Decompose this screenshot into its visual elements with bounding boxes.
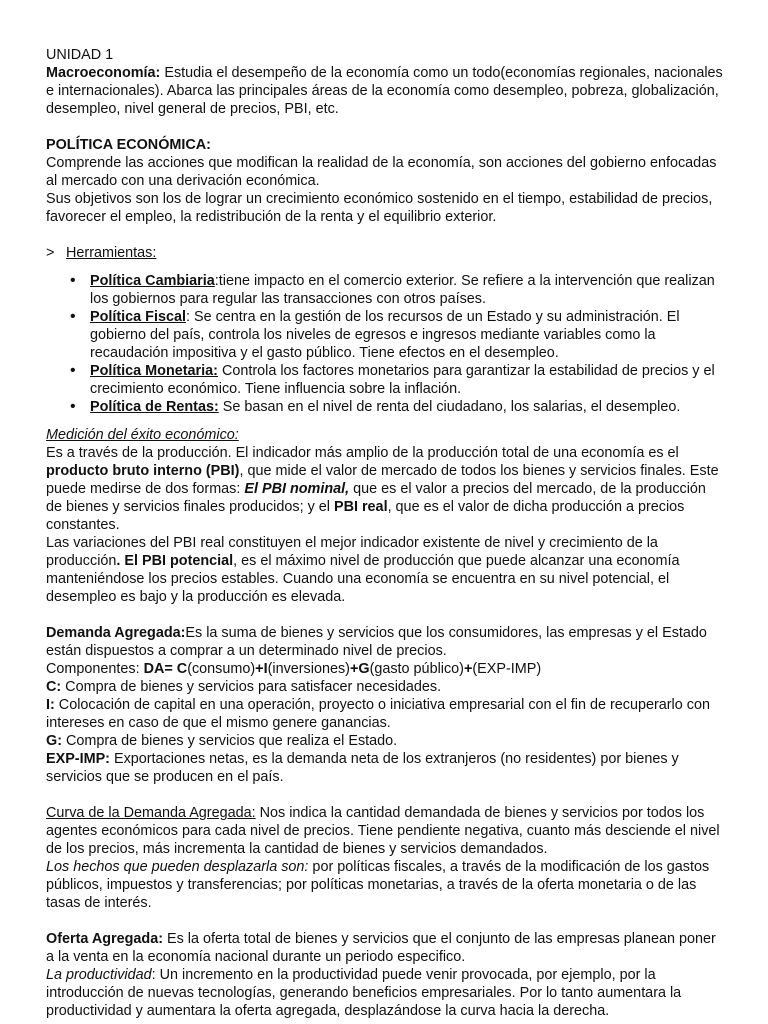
formula-da: DA= C [143, 661, 188, 677]
pbi-term: producto bruto interno (PBI) [46, 463, 240, 479]
politica-heading-text: POLÍTICA ECONÓMICA: [46, 137, 211, 153]
formula-exp: (EXP-IMP) [472, 661, 542, 677]
unit-title: UNIDAD 1 [46, 47, 114, 63]
curva-italic: Los hechos que pueden desplazarla son: [46, 859, 309, 875]
component-text: Colocación de capital en una operación, proyecto o iniciativa empresarial con el fin de recuperarlo con intereses en caso de que el mismo genere ganancias. [46, 697, 710, 731]
list-item [90, 398, 724, 416]
macro-text: Estudia el desempeño de la economía como un todo(economías regionales, nacionales e internacionales). Abarca las principales áreas de la economía como desempleo, pobreza, globalización, desempleo, nivel general de precios, PBI, etc. [46, 65, 723, 117]
tool-term: Política Fiscal [90, 309, 186, 325]
component-text: Compra de bienes y servicios que realiza el Estado. [62, 733, 398, 749]
demanda-formula [46, 660, 724, 678]
demanda-text: Es la suma de bienes y servicios que los consumidores, las empresas y el Estado están dispuestos a comprar a un determinado nivel de precios. [46, 625, 707, 659]
pbi-potencial-term: . El PBI potencial [116, 553, 234, 569]
demanda-paragraph [46, 624, 724, 660]
curva-text: por políticas fiscales, a través de la modificación de los gastos públicos, impuestos y transferencias; por políticas monetarias, a través de la oferta monetaria o de las tasas de interés. [46, 859, 710, 911]
component-i [46, 696, 724, 732]
medicion-text: , es el máximo nivel de producción que puede alcanzar una economía manteniéndose los precios estables. Cuando una economía se encuentra en su nivel potencial, el desempleo es bajo y la producción es elevada. [46, 553, 680, 605]
tool-term: Política Cambiaria [90, 273, 215, 289]
tools-marker: > [46, 245, 55, 261]
oferta-text: Es la oferta total de bienes y servicios que el conjunto de las empresas planean poner a la venta en la economía nacional durante un periodo especifico. [46, 931, 716, 965]
tool-term: Política Monetaria: [90, 363, 218, 379]
medicion-text: Las variaciones del PBI real constituyen el mejor indicador existente de nivel y crecimiento de la producción [46, 535, 658, 569]
macro-term: Macroeconomía: [46, 65, 161, 81]
formula-plus: + [463, 661, 473, 677]
formula-gasto: (gasto público) [369, 661, 464, 677]
component-term: EXP-IMP: [46, 751, 110, 767]
tools-label: Herramientas: [66, 245, 157, 261]
medicion-paragraph-1 [46, 444, 724, 534]
medicion-text: , que es el valor de dicha producción a precios constantes. [46, 499, 685, 533]
component-c [46, 678, 724, 696]
list-item [90, 272, 724, 308]
component-g [46, 732, 724, 750]
formula-inversiones: (inversiones) [267, 661, 350, 677]
component-term: C: [46, 679, 62, 695]
medicion-text: , que mide el valor de mercado de todos los bienes y servicios finales. Este puede medirse de dos formas: [46, 463, 719, 497]
list-item [90, 362, 724, 398]
curva-text: Nos indica la cantidad demandada de bienes y servicios por todos los agentes económicos para cada nivel de precios. Tiene pendiente negativa, cuanto más desciende el nivel de los precios, más incrementa la cantidad de bienes y servicios demandados. [46, 805, 720, 857]
tool-text: Se basan en el nivel de renta del ciudadano, los salarias, el desempleo. [218, 399, 681, 415]
oferta-text: : Un incremento en la productividad puede venir provocada, por ejemplo, por la introducción de nuevas tecnologías, generando beneficios empresariales. Por lo tanto aumentara la productividad y aumentara la oferta agregada, desplazándose la curva hacia la derecha. [46, 967, 682, 1019]
politica-paragraph-2: Sus objetivos son los de lograr un crecimiento económico sostenido en el tiempo, estabilidad de precios, favorecer el empleo, la redistribución de la renta y el equilibrio exterior. [46, 191, 713, 225]
medicion-text: Es a través de la producción. El indicador más amplio de la producción total de una economía es el [46, 445, 679, 461]
tool-text: : Se centra en la gestión de los recursos de un Estado y su administración. El gobierno del país, controla los niveles de egresos e ingresos mediante variables como la recaudación impositiva y el gasto público. Tiene efectos en el desempleo. [90, 309, 680, 361]
tools-heading [46, 244, 724, 262]
politica-heading [46, 136, 724, 154]
formula-i: +I [255, 661, 268, 677]
oferta-paragraph [46, 930, 724, 966]
component-exp [46, 750, 724, 786]
tool-text: Controla los factores monetarios para garantizar la estabilidad de precios y el crecimiento económico. Tiene influencia sobre la inflación. [90, 363, 715, 397]
oferta-term: Oferta Agregada: [46, 931, 164, 947]
component-text: Exportaciones netas, es la demanda neta de los extranjeros (no residentes) por bienes y servicios que se producen en el país. [46, 751, 679, 785]
oferta-italic: La productividad [46, 967, 152, 983]
tools-list [46, 272, 724, 416]
medicion-paragraph-2 [46, 534, 724, 606]
tool-text: :tiene impacto en el comercio exterior. Se refiere a la intervención que realizan los gobiernos para regular las transacciones con otros países. [90, 273, 715, 307]
component-text: Compra de bienes y servicios para satisfacer necesidades. [61, 679, 442, 695]
component-term: G: [46, 733, 62, 749]
medicion-heading-text: Medición del éxito económico: [46, 427, 239, 443]
pbi-real-term: PBI real [333, 499, 388, 515]
component-term: I: [46, 697, 55, 713]
medicion-text: que es el valor a precios del mercado, de la producción de bienes y servicios finales producidos; y el [46, 481, 706, 515]
curva-paragraph [46, 804, 724, 858]
formula-consumo: (consumo) [187, 661, 256, 677]
macro-paragraph [46, 64, 724, 118]
oferta-paragraph-2 [46, 966, 724, 1020]
curva-heading: Curva de la Demanda Agregada: [46, 805, 256, 821]
politica-paragraph-1: Comprende las acciones que modifican la realidad de la economía, son acciones del gobierno enfocadas al mercado con una derivación económica. [46, 155, 717, 189]
tool-term: Política de Rentas: [90, 399, 219, 415]
medicion-heading [46, 426, 724, 444]
demanda-term: Demanda Agregada: [46, 625, 186, 641]
curva-paragraph-2 [46, 858, 724, 912]
formula-label: Componentes: [46, 661, 144, 677]
formula-g: +G [349, 661, 370, 677]
list-item [90, 308, 724, 362]
pbi-nominal-term: El PBI nominal, [244, 481, 350, 497]
